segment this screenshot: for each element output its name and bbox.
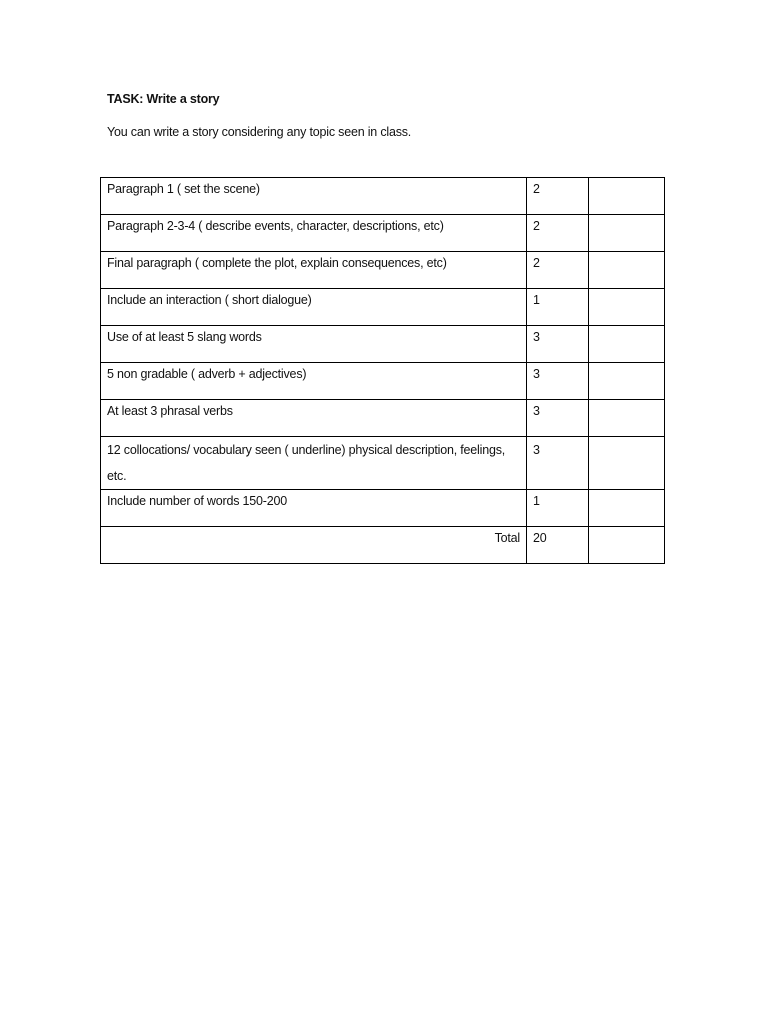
total-row <box>101 527 665 564</box>
score-cell[interactable] <box>589 215 665 252</box>
table-row <box>101 437 665 490</box>
table-row <box>101 326 665 363</box>
points-cell: 3 <box>527 437 589 490</box>
rubric-table <box>100 177 665 564</box>
task-intro: You can write a story considering any topic seen in class. <box>107 125 412 139</box>
points-cell: 2 <box>527 215 589 252</box>
total-label: Total <box>101 527 527 564</box>
points-cell: 1 <box>527 490 589 527</box>
score-cell[interactable] <box>589 178 665 215</box>
points-cell: 3 <box>527 326 589 363</box>
criterion-cell: Include an interaction ( short dialogue) <box>101 289 527 326</box>
points-cell: 2 <box>527 178 589 215</box>
criterion-cell: Use of at least 5 slang words <box>101 326 527 363</box>
score-cell[interactable] <box>589 490 665 527</box>
points-cell: 3 <box>527 363 589 400</box>
points-cell: 2 <box>527 252 589 289</box>
table-row <box>101 252 665 289</box>
table-row <box>101 289 665 326</box>
criterion-cell: 12 collocations/ vocabulary seen ( underline) physical description, feelings, etc. <box>101 437 527 490</box>
table-row <box>101 363 665 400</box>
criterion-cell: 5 non gradable ( adverb + adjectives) <box>101 363 527 400</box>
criterion-cell: Include number of words 150-200 <box>101 490 527 527</box>
score-cell[interactable] <box>589 289 665 326</box>
table-row <box>101 215 665 252</box>
table-row <box>101 400 665 437</box>
score-cell[interactable] <box>589 363 665 400</box>
total-score-cell[interactable] <box>589 527 665 564</box>
score-cell[interactable] <box>589 252 665 289</box>
table-row <box>101 490 665 527</box>
task-title: TASK: Write a story <box>107 92 220 106</box>
score-cell[interactable] <box>589 437 665 490</box>
criterion-cell: Paragraph 2-3-4 ( describe events, character, descriptions, etc) <box>101 215 527 252</box>
criterion-cell: Final paragraph ( complete the plot, explain consequences, etc) <box>101 252 527 289</box>
points-cell: 1 <box>527 289 589 326</box>
total-points: 20 <box>527 527 589 564</box>
criterion-cell: Paragraph 1 ( set the scene) <box>101 178 527 215</box>
score-cell[interactable] <box>589 400 665 437</box>
points-cell: 3 <box>527 400 589 437</box>
score-cell[interactable] <box>589 326 665 363</box>
table-row <box>101 178 665 215</box>
criterion-cell: At least 3 phrasal verbs <box>101 400 527 437</box>
